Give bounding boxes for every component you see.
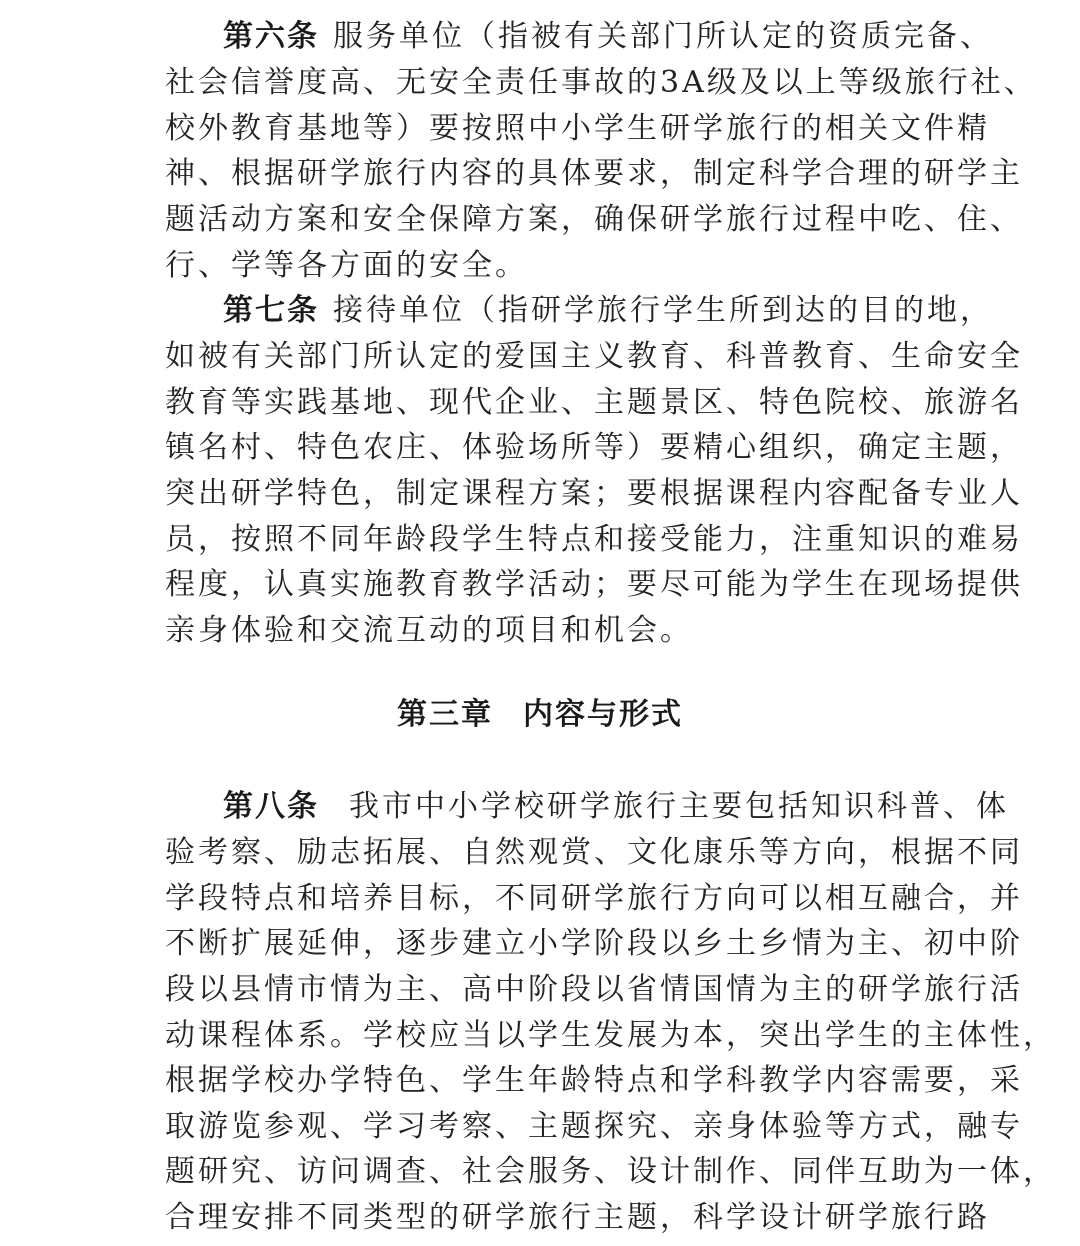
article-6-line-2: 社会信誉度高、无安全责任事故的3A级及以上等级旅行社、 [165,65,1037,100]
article-7-line-6: 员，按照不同年龄段学生特点和接受能力，注重知识的难易 [165,522,1023,557]
article-6-label: 第六条 [223,19,319,54]
article-8-line-6: 动课程体系。学校应当以学生发展为本，突出学生的主体性， [165,1018,1056,1053]
article-6-line-4: 神、根据研学旅行内容的具体要求，制定科学合理的研学主 [165,156,1023,191]
article-6-line-5: 题活动方案和安全保障方案，确保研学旅行过程中吃、住、 [165,202,1023,237]
article-8-line-2: 验考察、励志拓展、自然观赏、文化康乐等方向，根据不同 [165,835,1023,870]
article-8-line-8: 取游览参观、学习考察、主题探究、亲身体验等方式，融专 [165,1109,1023,1144]
chapter-title: 内容与形式 [523,697,683,732]
article-6-line-6: 行、学等各方面的安全。 [165,248,528,283]
article-7-line-1: 第七条 接待单位（指研学旅行学生所到达的目的地， [223,293,993,328]
article-8-label: 第八条 [223,789,319,824]
chapter-heading [0,692,1080,738]
article-8-line-10: 合理安排不同类型的研学旅行主题，科学设计研学旅行路 [165,1200,990,1235]
article-7-line-4: 镇名村、特色农庄、体验场所等）要精心组织，确定主题， [165,430,1023,465]
article-7-line-2: 如被有关部门所认定的爱国主义教育、科普教育、生命安全 [165,339,1023,374]
article-7-line-3: 教育等实践基地、现代企业、主题景区、特色院校、旅游名 [165,385,1023,420]
article-8-line-7: 根据学校办学特色、学生年龄特点和学科教学内容需要，采 [165,1063,1023,1098]
article-8-line-5: 段以县情市情为主、高中阶段以省情国情为主的研学旅行活 [165,972,1023,1007]
article-8-line-3: 学段特点和培养目标，不同研学旅行方向可以相互融合，并 [165,881,1023,916]
article-7-line-5: 突出研学特色，制定课程方案；要根据课程内容配备专业人 [165,476,1023,511]
article-8-line-4: 不断扩展延伸，逐步建立小学阶段以乡土乡情为主、初中阶 [165,926,1023,961]
article-7-label: 第七条 [223,293,319,328]
article-6-line-1: 第六条 服务单位（指被有关部门所认定的资质完备、 [223,19,993,54]
article-7-line-8: 亲身体验和交流互动的项目和机会。 [165,613,693,648]
article-6-line-3: 校外教育基地等）要按照中小学生研学旅行的相关文件精 [165,111,990,146]
chapter-number: 第三章 [397,697,493,732]
article-7-line-7: 程度，认真实施教育教学活动；要尽可能为学生在现场提供 [165,567,1023,602]
article-8-line-1: 第八条 我市中小学校研学旅行主要包括知识科普、体 [223,789,1009,824]
article-8-line-9: 题研究、访问调查、社会服务、设计制作、同伴互助为一体， [165,1154,1056,1189]
